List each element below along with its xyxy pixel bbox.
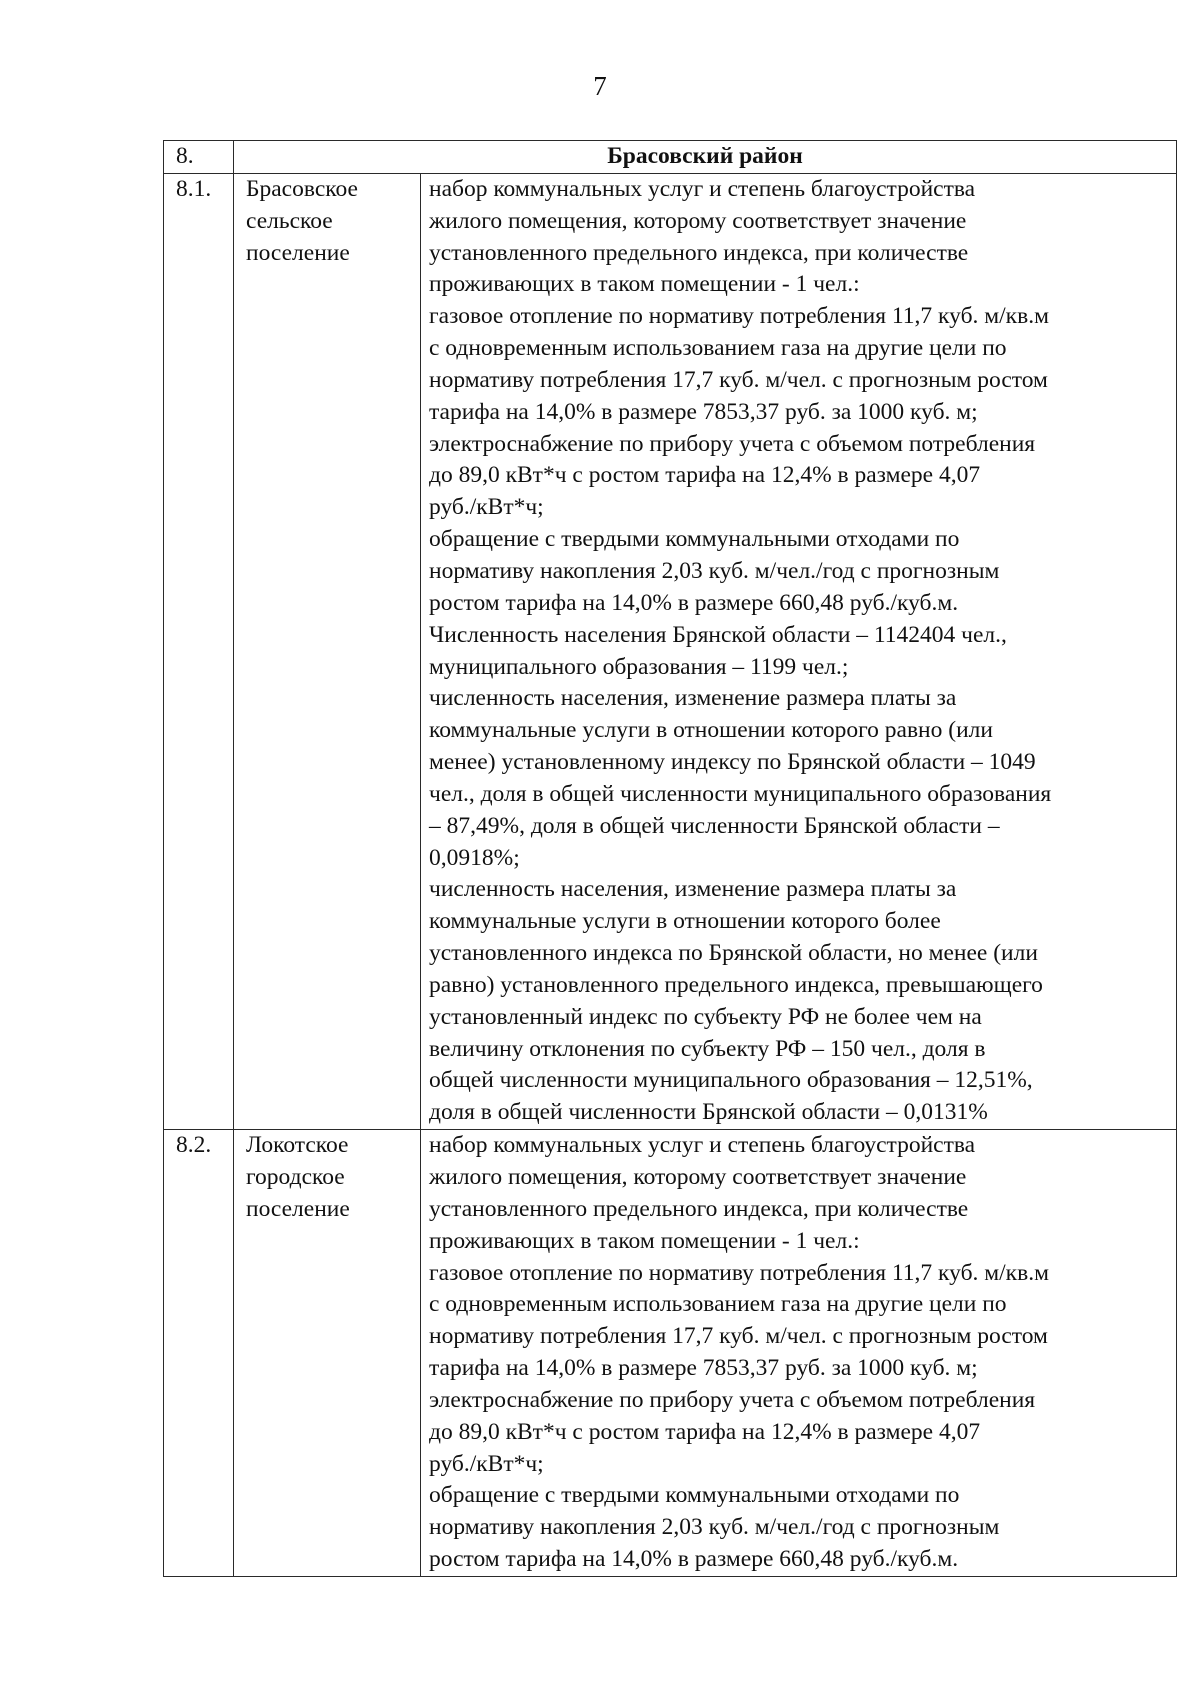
description-line: электроснабжение по прибору учета с объемом потребления	[429, 430, 1036, 457]
description-line: жилого помещения, которому соответствует значение	[429, 207, 967, 234]
section-header-row	[164, 141, 1177, 174]
settlement-name-line: Локотское	[246, 1132, 349, 1159]
description-line: нормативу потребления 17,7 куб. м/чел. с прогнозным ростом	[429, 366, 1048, 393]
description-line: тарифа на 14,0% в размере 7853,37 руб. за 1000 куб. м;	[429, 398, 978, 425]
description-line: менее) установленному индексу по Брянской области – 1049	[429, 749, 1036, 776]
description-line: установленного индекса по Брянской области, но менее (или	[429, 940, 1038, 967]
description-line: численность населения, изменение размера платы за	[429, 876, 957, 903]
description-line: газовое отопление по нормативу потребления 11,7 куб. м/кв.м	[429, 303, 1049, 330]
settlement-name-line: поселение	[246, 1195, 350, 1222]
settlement-name-line: сельское	[246, 207, 333, 234]
settlement-name	[234, 173, 421, 1129]
description-line: до 89,0 кВт*ч с ростом тарифа на 12,4% в размере 4,07	[429, 1418, 981, 1445]
section-number: 8.	[164, 141, 234, 174]
description-line: установленного предельного индекса, при количестве	[429, 1195, 969, 1222]
description-line: набор коммунальных услуг и степень благоустройства	[429, 1132, 976, 1159]
section-title: Брасовский район	[234, 141, 1177, 174]
description-line: коммунальные услуги в отношении которого более	[429, 908, 941, 935]
settlement-name-line: городское	[246, 1164, 345, 1190]
description-line: коммунальные услуги в отношении которого равно (или	[429, 717, 993, 744]
description-line: с одновременным использованием газа на другие цели по	[429, 1291, 1007, 1318]
description-line: обращение с твердыми коммунальными отходами по	[429, 526, 960, 553]
description-line: общей численности муниципального образования – 12,51%,	[429, 1067, 1033, 1094]
row-description	[421, 1130, 1177, 1577]
description-line: проживающих в таком помещении - 1 чел.:	[429, 271, 860, 298]
description-line: ростом тарифа на 14,0% в размере 660,48 руб./куб.м.	[429, 589, 959, 616]
page-number: 7	[593, 71, 607, 101]
row-number: 8.1.	[164, 173, 234, 1129]
description-line: набор коммунальных услуг и степень благоустройства	[429, 175, 976, 202]
description-line: проживающих в таком помещении - 1 чел.:	[429, 1227, 860, 1254]
description-line: электроснабжение по прибору учета с объемом потребления	[429, 1386, 1036, 1413]
description-line: с одновременным использованием газа на другие цели по	[429, 335, 1007, 362]
tariff-table	[163, 140, 1177, 1577]
settlement-name-line: поселение	[246, 239, 350, 266]
description-line: доля в общей численности Брянской области – 0,0131%	[429, 1099, 988, 1126]
description-line: руб./кВт*ч;	[429, 1450, 544, 1477]
row-number: 8.2.	[164, 1130, 234, 1577]
description-line: нормативу накопления 2,03 куб. м/чел./год с прогнозным	[429, 1514, 1000, 1541]
description-line: величину отклонения по субъекту РФ – 150 чел., доля в	[429, 1035, 986, 1062]
description-line: численность населения, изменение размера платы за	[429, 685, 957, 712]
description-line: жилого помещения, которому соответствует значение	[429, 1164, 967, 1190]
description-line: 0,0918%;	[429, 844, 520, 871]
description-line: руб./кВт*ч;	[429, 494, 544, 521]
row-description	[421, 173, 1177, 1129]
description-line: чел., доля в общей численности муниципального образования	[429, 780, 1052, 807]
description-line: – 87,49%, доля в общей численности Брянской области –	[429, 812, 1000, 839]
table-row	[164, 173, 1177, 1129]
description-line: нормативу потребления 17,7 куб. м/чел. с прогнозным ростом	[429, 1323, 1048, 1350]
description-line: тарифа на 14,0% в размере 7853,37 руб. за 1000 куб. м;	[429, 1355, 978, 1382]
description-line: Численность населения Брянской области – 1142404 чел.,	[429, 621, 1007, 648]
description-line: обращение с твердыми коммунальными отходами по	[429, 1482, 960, 1509]
description-line: ростом тарифа на 14,0% в размере 660,48 руб./куб.м.	[429, 1546, 959, 1573]
description-line: до 89,0 кВт*ч с ростом тарифа на 12,4% в размере 4,07	[429, 462, 981, 489]
description-line: установленный индекс по субъекту РФ не более чем на	[429, 1003, 982, 1030]
description-line: равно) установленного предельного индекса, превышающего	[429, 971, 1043, 998]
settlement-name-line: Брасовское	[246, 175, 358, 202]
description-line: муниципального образования – 1199 чел.;	[429, 653, 849, 680]
description-line: газовое отопление по нормативу потребления 11,7 куб. м/кв.м	[429, 1259, 1049, 1286]
settlement-name	[234, 1130, 421, 1577]
description-line: установленного предельного индекса, при количестве	[429, 239, 969, 266]
table-row	[164, 1130, 1177, 1577]
description-line: нормативу накопления 2,03 куб. м/чел./год с прогнозным	[429, 557, 1000, 584]
